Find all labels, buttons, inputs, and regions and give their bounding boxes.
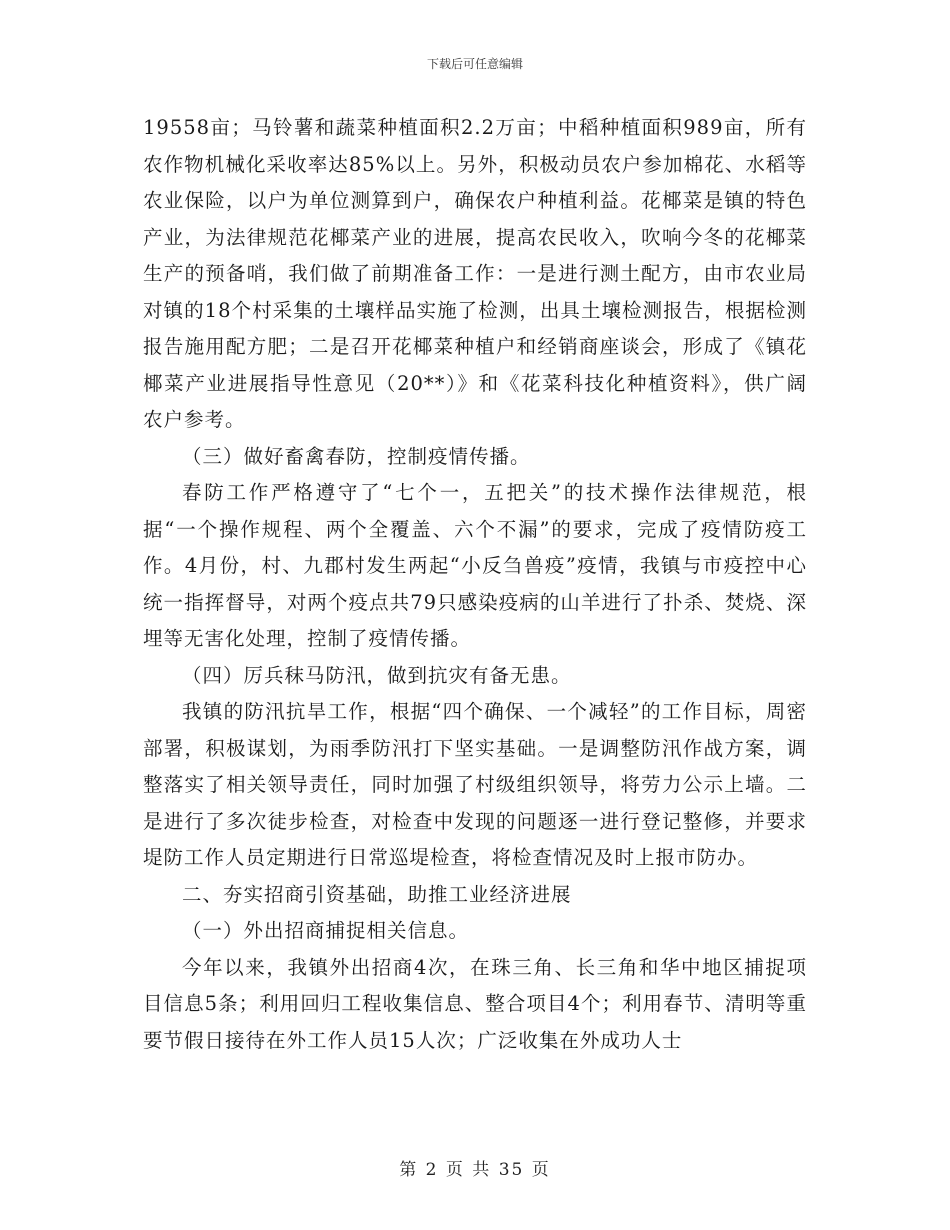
page-header-note: 下载后可任意编辑 bbox=[426, 57, 523, 71]
page-number-footer: 第 2 页 共 35 页 bbox=[399, 1160, 551, 1180]
document-body bbox=[143, 110, 807, 1059]
section-heading-livestock: （三）做好畜禽春防，控制疫情传播。 bbox=[182, 444, 531, 468]
paragraph-continued: 19558亩；马铃薯和蔬菜种植面积2.2万亩；中稻种植面积989亩，所有农作物机械化采收率达85%以上。另外，积极动员农户参加棉花、水稻等农业保险，以户为单位测算到户，确保农户种植利益。花椰菜是镇的特色产业，为法律规范花椰菜产业的进展，提高农民收入，吹响今冬的花椰菜生产的预备哨，我们做了前期准备工作：一是进行测土配方，由市农业局对镇的18个村采集的土壤样品实施了检测，出具土壤检测报告，根据检测报告施用配方肥；二是召开花椰菜种植户和经销商座谈会，形成了《镇花椰菜产业进展指导性意见（20**）》和《花菜科技化种植资料》，供广阔农户参考。 bbox=[143, 116, 807, 431]
paragraph-spring-epidemic-prevention: 春防工作严格遵守了“七个一，五把关”的技术操作法律规范，根据“一个操作规程、两个全覆盖、六个不漏”的要求，完成了疫情防疫工作。4月份，村、九郡村发生两起“小反刍兽疫”疫情，我镇与市疫控中心统一指挥督导，对两个疫点共79只感染疫病的山羊进行了扑杀、焚烧、深埋等无害化处理，控制了疫情传播。 bbox=[143, 481, 807, 650]
paragraph-flood-control: 我镇的防汛抗旱工作，根据“四个确保、一个减轻”的工作目标，周密部署，积极谋划，为雨季防汛打下坚实基础。一是调整防汛作战方案，调整落实了相关领导责任，同时加强了村级组织领导，将劳力公示上墙。二是进行了多次徒步检查，对检查中发现的问题逐一进行登记整修，并要求堤防工作人员定期进行日常巡堤检查，将检查情况及时上报市防办。 bbox=[143, 700, 807, 869]
section-heading-flood-control: （四）厉兵秣马防汛，做到抗灾有备无患。 bbox=[182, 663, 572, 687]
section-heading-outside-investment: （一）外出招商捕捉相关信息。 bbox=[182, 919, 470, 942]
paragraph-investment-info: 今年以来，我镇外出招商4次，在珠三角、长三角和华中地区捕捉项目信息5条；利用回归工程收集信息、整合项目4个；利用春节、清明等重要节假日接待在外工作人员15人次；广泛收集在外成功人士 bbox=[143, 955, 807, 1052]
section-heading-investment: 二、夯实招商引资基础，助推工业经济进展 bbox=[182, 882, 572, 906]
